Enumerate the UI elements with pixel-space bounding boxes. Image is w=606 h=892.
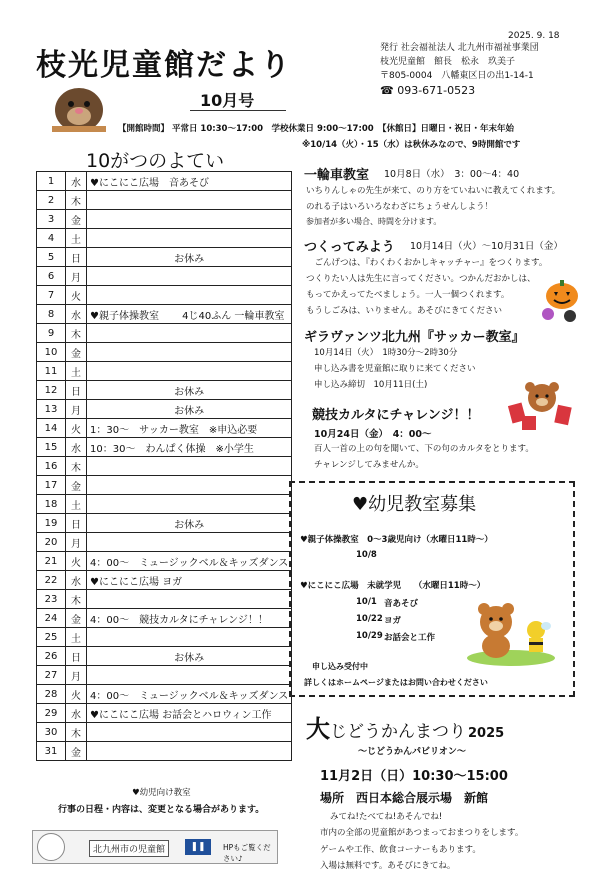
calendar-row bbox=[37, 457, 292, 476]
calendar-row bbox=[37, 628, 292, 647]
calendar-row bbox=[37, 305, 292, 324]
calendar-weekday: 水 bbox=[66, 438, 87, 457]
calendar-day: 27 bbox=[37, 666, 66, 685]
calendar-weekday: 土 bbox=[66, 628, 87, 647]
calendar-row bbox=[37, 362, 292, 381]
festival-line: みてね!たべてね!あそんでね! bbox=[330, 812, 443, 822]
calendar-event bbox=[87, 590, 292, 609]
infant-note: 申し込み受付中 bbox=[312, 662, 368, 671]
calendar-event: ♥にこにこ広場 ヨガ bbox=[87, 571, 292, 590]
calendar-day: 4 bbox=[37, 229, 66, 248]
calendar-day: 20 bbox=[37, 533, 66, 552]
calendar-weekday: 日 bbox=[66, 381, 87, 400]
bear-icon bbox=[37, 833, 65, 861]
calendar-event bbox=[87, 457, 292, 476]
calendar-day: 5 bbox=[37, 248, 66, 267]
calendar-row bbox=[37, 343, 292, 362]
calendar-event: ♥にこにこ広場 音あそび bbox=[87, 172, 292, 191]
calendar-event bbox=[87, 229, 292, 248]
calendar-closed: お休み bbox=[87, 647, 292, 666]
calendar-weekday: 日 bbox=[66, 514, 87, 533]
calendar-day: 30 bbox=[37, 723, 66, 742]
calendar-event bbox=[87, 495, 292, 514]
calendar-weekday: 火 bbox=[66, 419, 87, 438]
calendar-day: 1 bbox=[37, 172, 66, 191]
calendar-weekday: 木 bbox=[66, 191, 87, 210]
calendar-day: 25 bbox=[37, 628, 66, 647]
calendar-row bbox=[37, 666, 292, 685]
calendar-day: 26 bbox=[37, 647, 66, 666]
calendar-day: 2 bbox=[37, 191, 66, 210]
schedule-change-note: 行事の日程・内容は、変更となる場合があります。 bbox=[58, 805, 265, 815]
calendar-table bbox=[36, 171, 292, 761]
calendar-weekday: 金 bbox=[66, 742, 87, 761]
craft-title: つくってみよう bbox=[304, 240, 395, 255]
infant-schedule-name: ヨガ bbox=[384, 616, 402, 626]
calendar-weekday: 火 bbox=[66, 685, 87, 704]
calendar-weekday: 金 bbox=[66, 609, 87, 628]
calendar-row bbox=[37, 381, 292, 400]
festival-title bbox=[306, 709, 504, 744]
karuta-when: 10月24日（金） 4：00～ bbox=[314, 429, 432, 440]
calendar-event bbox=[87, 324, 292, 343]
calendar-event bbox=[87, 476, 292, 495]
mole-mascot-icon bbox=[48, 80, 110, 134]
issue-label: 10月号 bbox=[200, 91, 255, 110]
calendar-row bbox=[37, 248, 292, 267]
calendar-event bbox=[87, 191, 292, 210]
infant-schedule-name: お話会と工作 bbox=[384, 633, 436, 643]
calendar-weekday: 水 bbox=[66, 704, 87, 723]
opening-hours: 【開館時間】 平常日 10:30～17:00 学校休業日 9:00～17:00 【休館日】日曜日・祝日・年末年始 bbox=[118, 124, 514, 134]
craft-when: 10月14日（火）～10月31日（金） bbox=[410, 241, 563, 252]
calendar-day: 15 bbox=[37, 438, 66, 457]
calendar-weekday: 金 bbox=[66, 210, 87, 229]
calendar-day: 21 bbox=[37, 552, 66, 571]
calendar-event: 1：30～ サッカー教室 ※申込必要 bbox=[87, 419, 292, 438]
calendar-row bbox=[37, 267, 292, 286]
infant-schedule-date: 10/22 bbox=[356, 614, 383, 624]
calendar-closed: お休み bbox=[87, 514, 292, 533]
calendar-event bbox=[87, 628, 292, 647]
calendar-day: 3 bbox=[37, 210, 66, 229]
calendar-event: 4：00～ ミュージックベル＆キッズダンス bbox=[87, 685, 292, 704]
hp-banner[interactable] bbox=[32, 830, 278, 864]
banner-hp-text: HPもご覧ください♪ bbox=[223, 843, 271, 863]
festival-datetime: 11月2日（日）10:30～15:00 bbox=[320, 769, 508, 784]
calendar-day: 11 bbox=[37, 362, 66, 381]
calendar-weekday: 土 bbox=[66, 362, 87, 381]
infant-item-date: 10/8 bbox=[356, 550, 377, 560]
calendar-event bbox=[87, 210, 292, 229]
calendar-weekday: 火 bbox=[66, 286, 87, 305]
calendar-day: 18 bbox=[37, 495, 66, 514]
calendar-row bbox=[37, 438, 292, 457]
unicycle-title: 一輪車教室 bbox=[304, 168, 370, 183]
calendar-day: 28 bbox=[37, 685, 66, 704]
infant-schedule-date: 10/29 bbox=[356, 631, 383, 641]
calendar-day: 9 bbox=[37, 324, 66, 343]
festival-line: ゲームや工作、飲食コーナーもあります。 bbox=[320, 845, 481, 855]
calendar-day: 29 bbox=[37, 704, 66, 723]
calendar-event bbox=[87, 723, 292, 742]
calendar-row bbox=[37, 419, 292, 438]
calendar-weekday: 火 bbox=[66, 552, 87, 571]
calendar-weekday: 水 bbox=[66, 305, 87, 324]
calendar-weekday: 月 bbox=[66, 533, 87, 552]
issue-date: 2025. 9. 18 bbox=[508, 31, 560, 41]
calendar-day: 6 bbox=[37, 267, 66, 286]
festival-title-rest: じどうかんまつり bbox=[330, 722, 466, 742]
calendar-row bbox=[37, 286, 292, 305]
festival-year: 2025 bbox=[468, 726, 505, 741]
calendar-closed: お休み bbox=[87, 400, 292, 419]
calendar-row bbox=[37, 571, 292, 590]
calendar-day: 13 bbox=[37, 400, 66, 419]
calendar-row bbox=[37, 685, 292, 704]
calendar-day: 14 bbox=[37, 419, 66, 438]
festival-place: 場所 西日本総合展示場 新館 bbox=[320, 791, 489, 805]
calendar-weekday: 月 bbox=[66, 400, 87, 419]
calendar-row bbox=[37, 495, 292, 514]
calendar-row bbox=[37, 590, 292, 609]
calendar-row bbox=[37, 229, 292, 248]
autumn-break-note: ※10/14（火）・15（水）は秋休みなので、9時開館です bbox=[302, 140, 521, 150]
calendar-event bbox=[87, 286, 292, 305]
publisher-line: 〒805-0004 八幡東区日の出1-14-1 bbox=[380, 71, 534, 81]
calendar-day: 12 bbox=[37, 381, 66, 400]
calendar-event bbox=[87, 362, 292, 381]
issue-underline bbox=[190, 110, 286, 111]
unicycle-line: いちりんしゃの先生が来て、のり方をていねいに教えてくれます。 bbox=[306, 186, 561, 196]
calendar-weekday: 木 bbox=[66, 590, 87, 609]
calendar-day: 23 bbox=[37, 590, 66, 609]
calendar-weekday: 日 bbox=[66, 647, 87, 666]
pause-icon: ❚❚ bbox=[185, 839, 211, 855]
unicycle-note: 参加者が多い場合、時間を分けます。 bbox=[306, 217, 442, 226]
craft-line: もってかえってたべましょう。一人一個つくれます。 bbox=[306, 290, 510, 300]
calendar-weekday: 土 bbox=[66, 495, 87, 514]
calendar-weekday: 月 bbox=[66, 267, 87, 286]
calendar-day: 31 bbox=[37, 742, 66, 761]
calendar-weekday: 水 bbox=[66, 571, 87, 590]
calendar-day: 7 bbox=[37, 286, 66, 305]
calendar-weekday: 水 bbox=[66, 172, 87, 191]
calendar-weekday: 木 bbox=[66, 324, 87, 343]
festival-line: 入場は無料です。あそびにきてね。 bbox=[320, 861, 456, 871]
calendar-row bbox=[37, 191, 292, 210]
calendar-weekday: 金 bbox=[66, 476, 87, 495]
publisher-line: 枝光児童館 館長 松永 玖美子 bbox=[380, 57, 516, 67]
calendar-row bbox=[37, 742, 292, 761]
festival-title-big: 大 bbox=[306, 715, 330, 743]
calendar-row bbox=[37, 704, 292, 723]
infant-item: ♥にこにこ広場 未就学児 （水曜日11時～） bbox=[300, 581, 486, 591]
calendar-event bbox=[87, 666, 292, 685]
soccer-line: 10月14日（火） 1時30分～2時30分 bbox=[314, 348, 458, 358]
calendar-closed: お休み bbox=[87, 248, 292, 267]
calendar-row bbox=[37, 552, 292, 571]
calendar-day: 19 bbox=[37, 514, 66, 533]
calendar-day: 17 bbox=[37, 476, 66, 495]
craft-line: つくりたい人は先生に言ってください。つかんだおかしは、 bbox=[306, 274, 536, 284]
festival-line: 市内の全部の児童館があつまっておまつりをします。 bbox=[320, 828, 524, 838]
calendar-day: 8 bbox=[37, 305, 66, 324]
publisher-line: 発行 社会福祉法人 北九州市福祉事業団 bbox=[380, 43, 539, 53]
banner-label: 北九州市の児童館 bbox=[89, 840, 169, 857]
newsletter-title: 枝光児童館だより bbox=[36, 48, 292, 83]
calendar-day: 24 bbox=[37, 609, 66, 628]
calendar-event bbox=[87, 267, 292, 286]
infant-note: 詳しくはホームページまたはお問い合わせください bbox=[304, 678, 488, 687]
calendar-row bbox=[37, 609, 292, 628]
calendar-event: ♥親子体操教室 4じ40ふん 一輪車教室 bbox=[87, 305, 292, 324]
calendar-event: ♥にこにこ広場 お話会とハロウィン工作 bbox=[87, 704, 292, 723]
bear-karuta-icon bbox=[508, 378, 576, 432]
calendar-event bbox=[87, 533, 292, 552]
karuta-title: 競技カルタにチャレンジ！！ bbox=[312, 408, 480, 423]
calendar-day: 16 bbox=[37, 457, 66, 476]
calendar-row bbox=[37, 647, 292, 666]
calendar-weekday: 月 bbox=[66, 666, 87, 685]
calendar-weekday: 木 bbox=[66, 457, 87, 476]
calendar-event bbox=[87, 742, 292, 761]
craft-line: もうしごみは、いりません。あそびにきてください bbox=[306, 306, 503, 316]
calendar-row bbox=[37, 210, 292, 229]
pumpkin-mascot-icon bbox=[540, 278, 582, 324]
calendar-row bbox=[37, 723, 292, 742]
calendar-row bbox=[37, 476, 292, 495]
unicycle-when: 10月8日（水） 3：00～4：40 bbox=[384, 169, 520, 180]
calendar-row bbox=[37, 514, 292, 533]
calendar-event bbox=[87, 343, 292, 362]
soccer-line: 申し込み書を児童館に取りに来てください bbox=[314, 364, 476, 374]
calendar-closed: お休み bbox=[87, 381, 292, 400]
soccer-line: 申し込み締切 10月11日(土) bbox=[314, 380, 428, 390]
calendar-event: 10：30～ わんぱく体操 ※小学生 bbox=[87, 438, 292, 457]
calendar-row bbox=[37, 172, 292, 191]
phone-number: ☎ 093-671-0523 bbox=[380, 84, 476, 97]
calendar-row bbox=[37, 400, 292, 419]
calendar-row bbox=[37, 533, 292, 552]
bear-bee-icon bbox=[466, 598, 556, 668]
calendar-row bbox=[37, 324, 292, 343]
karuta-line: 百人一首の上の句を聞いて、下の句のカルタをとります。 bbox=[314, 444, 534, 454]
calendar-weekday: 木 bbox=[66, 723, 87, 742]
calendar-legend: ♥幼児向け教室 bbox=[132, 788, 191, 798]
infant-schedule-name: 音あそび bbox=[384, 599, 419, 609]
karuta-line: チャレンジしてみませんか。 bbox=[314, 460, 424, 470]
calendar-day: 10 bbox=[37, 343, 66, 362]
unicycle-line: のれる子はいろいろなわざにちょうせんしよう！ bbox=[306, 202, 494, 212]
infant-class-title: ♥幼児教室募集 bbox=[352, 494, 477, 515]
calendar-weekday: 金 bbox=[66, 343, 87, 362]
calendar-heading: 10がつのよてい bbox=[86, 150, 225, 172]
calendar-weekday: 日 bbox=[66, 248, 87, 267]
festival-subtitle: ～じどうかんパビリオン～ bbox=[358, 747, 466, 757]
infant-schedule-date: 10/1 bbox=[356, 597, 377, 607]
soccer-title: ギラヴァンツ北九州『サッカー教室』 bbox=[304, 330, 525, 345]
craft-line: ごんげつは、『わくわくおかしキャッチャー』をつくります。 bbox=[306, 258, 548, 268]
calendar-day: 22 bbox=[37, 571, 66, 590]
infant-item: ♥親子体操教室 0～3歳児向け（水曜日11時～） bbox=[300, 535, 493, 545]
calendar-weekday: 土 bbox=[66, 229, 87, 248]
calendar-event: 4：00～ ミュージックベル＆キッズダンス bbox=[87, 552, 292, 571]
calendar-event: 4：00～ 競技カルタにチャレンジ！！ bbox=[87, 609, 292, 628]
